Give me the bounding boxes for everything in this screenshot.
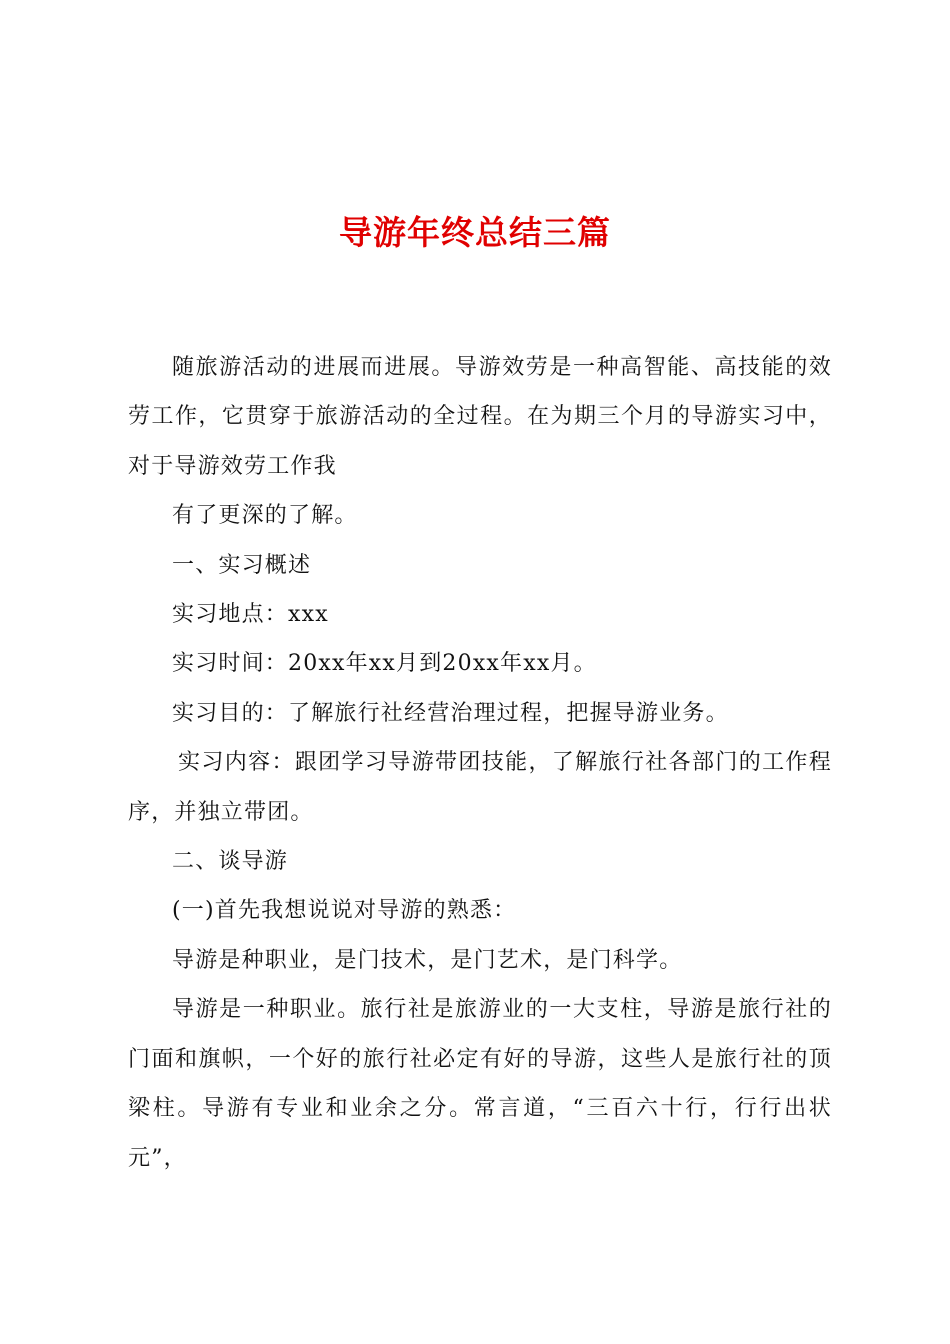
- document-title: 导游年终总结三篇: [339, 213, 611, 252]
- paragraph-intro-cont: 有了更深的了解。: [172, 503, 358, 529]
- paragraph-guide-definition: 导游是种职业，是门技术，是门艺术，是门科学。: [172, 947, 683, 973]
- paragraph-intro: 随旅游活动的进展而进展。导游效劳是一种高智能、高技能的效劳工作，它贯穿于旅游活动的全过程。在为期三个月的导游实习中，对于导游效劳工作我: [128, 355, 832, 479]
- section-heading-internship-overview: 一、实习概述: [172, 552, 312, 578]
- section-heading-about-guides: 二、谈导游: [172, 849, 289, 875]
- subheading-understanding: (一)首先我想说说对导游的熟悉：: [172, 898, 517, 924]
- paragraph-internship-time: 实习时间：20xx年xx月到20xx年xx月。: [172, 651, 597, 677]
- paragraph-internship-location: 实习地点：xxx: [172, 602, 329, 628]
- paragraph-internship-content: 实习内容：跟团学习导游带团技能，了解旅行社各部门的工作程序，并独立带团。: [128, 750, 832, 825]
- paragraph-guide-profession: 导游是一种职业。旅行社是旅游业的一大支柱，导游是旅行社的门面和旗帜，一个好的旅行社必定有好的导游，这些人是旅行社的顶梁柱。导游有专业和业余之分。常言道，“三百六十行，行行出状元”，: [128, 997, 832, 1171]
- document-body: [128, 343, 832, 1183]
- paragraph-internship-purpose: 实习目的：了解旅行社经营治理过程，把握导游业务。: [172, 700, 729, 726]
